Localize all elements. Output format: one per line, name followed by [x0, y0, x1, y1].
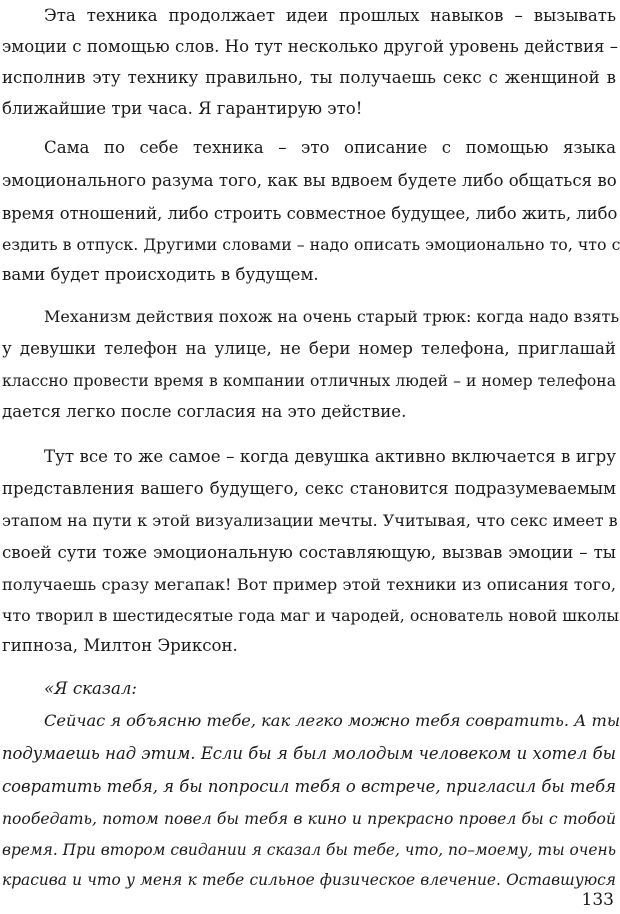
paragraph-2-line-4: ездить в отпуск. Другими словами – надо описать эмоционально то, что с [2, 235, 620, 254]
paragraph-3-line-1: Механизм действия похож на очень старый трюк: когда надо взять [44, 307, 620, 326]
paragraph-1-line-2: эмоции с помощью слов. Но тут несколько другой уровень действия – [2, 37, 619, 56]
paragraph-4-line-2: представления вашего будущего, секс становится подразумеваемым [2, 479, 616, 498]
paragraph-4-line-1: Тут все то же самое – когда девушка активно включается в игру [44, 447, 616, 466]
paragraph-1-line-1: Эта техника продолжает идеи прошлых навыков – вызывать [44, 6, 616, 25]
paragraph-3-line-2: у девушки телефон на улице, не бери номер телефона, приглашай [2, 339, 616, 358]
paragraph-1-line-4: ближайшие три часа. Я гарантирую это! [2, 99, 363, 118]
quote-intro-line: «Я сказал: [44, 679, 138, 698]
quote-line-3: совратить тебя, я бы попросил тебя о встрече, пригласил бы тебя [2, 777, 616, 796]
quote-line-4: пообедать, потом повел бы тебя в кино и прекрасно провел бы с тобой [2, 810, 616, 828]
quote-line-5: время. При втором свидании я сказал бы тебе, что, по–моему, ты очень [2, 841, 616, 859]
paragraph-4-line-3: этапом на пути к этой визуализации мечты. Учитывая, что секс имеет в [2, 511, 618, 530]
paragraph-2-line-3: время отношений, либо строить совместное будущее, либо жить, либо [2, 204, 618, 223]
paragraph-4-line-4: своей сути тоже эмоциональную составляющую, вызвав эмоции – ты [2, 543, 616, 562]
quote-line-2: подумаешь над этим. Если бы я был молодым человеком и хотел бы [2, 744, 616, 763]
quote-line-1: Сейчас я объясню тебе, как легко можно тебя совратить. А ты [44, 711, 620, 730]
quote-line-6: красива и что у меня к тебе сильное физическое влечение. Оставшуюся [2, 871, 616, 889]
paragraph-3-line-4: дается легко после согласия на это действие. [2, 402, 407, 421]
page-number: 133 [581, 890, 614, 910]
paragraph-2-line-5: вами будет происходить в будущем. [2, 265, 319, 284]
paragraph-2-line-1: Сама по себе техника – это описание с помощью языка [44, 138, 616, 157]
paragraph-4-line-7: гипноза, Милтон Эриксон. [2, 636, 238, 655]
paragraph-4-line-6: что творил в шестидесятые года маг и чародей, основатель новой школы [2, 606, 619, 625]
paragraph-3-line-3: классно провести время в компании отличных людей – и номер телефона [2, 372, 616, 390]
paragraph-1-line-3: исполнив эту технику правильно, ты получаешь секс с женщиной в [2, 68, 616, 87]
paragraph-2-line-2: эмоционального разума того, как вы вдвоем будете либо общаться во [2, 171, 617, 190]
paragraph-4-line-5: получаешь сразу мегапак! Вот пример этой техники из описания того, [2, 575, 616, 594]
